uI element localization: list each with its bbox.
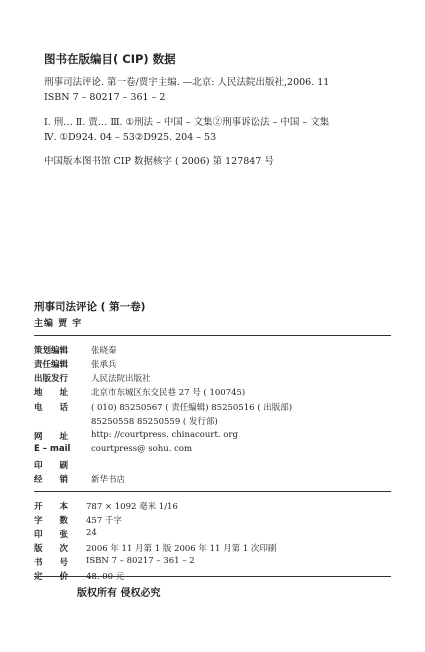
spec-value: ISBN 7 – 80217 – 361 – 2 [86, 556, 195, 566]
info-label: 出版发行 [34, 374, 69, 384]
spec-label: 字 数 [34, 516, 69, 526]
info-value: 85250558 85250559 ( 发行部) [91, 417, 218, 427]
spec-label: 印 张 [34, 530, 69, 540]
info-value: 张承兵 [91, 360, 117, 370]
divider-bottom [34, 576, 391, 577]
spec-label: 开 本 [34, 502, 69, 512]
cip-line-3: Ⅰ. 刑… Ⅱ. 贾… Ⅲ. ①刑法 – 中国 – 文集②刑事诉讼法 – 中国 – 文集 [44, 117, 330, 128]
info-label: 网 址 [34, 432, 69, 442]
info-value: 张晓秦 [91, 346, 117, 356]
info-label: 印 刷 [34, 461, 69, 471]
info-value: ( 010) 85250567 ( 责任编辑) 85250516 ( 出版部) [91, 403, 293, 413]
info-label: 责任编辑 [34, 360, 69, 370]
info-label: E – mail [34, 444, 71, 454]
info-value: 人民法院出版社 [91, 374, 151, 384]
info-label: 地 址 [34, 388, 69, 398]
spec-value: 787 × 1092 毫米 1/16 [86, 502, 178, 512]
divider-top [34, 335, 391, 336]
email-link[interactable]: courtpress@ sohu. com [91, 444, 193, 454]
cip-line-2: ISBN 7 – 80217 – 361 – 2 [44, 92, 166, 103]
book-author: 主编 贾 宇 [34, 319, 83, 329]
divider-middle [34, 491, 391, 492]
info-value: 北京市东城区东交民巷 27 号 ( 100745) [91, 388, 246, 398]
spec-label: 书 号 [34, 558, 69, 568]
info-label: 电 话 [34, 403, 69, 413]
info-label: 策划编辑 [34, 346, 69, 356]
book-title: 刑事司法评论 ( 第一卷) [34, 301, 146, 313]
info-label: 经 销 [34, 475, 69, 485]
cip-line-1: 刑事司法评论. 第一卷/贾宇主编. —北京: 人民法院出版社,2006. 11 [44, 77, 330, 88]
cip-line-5: 中国版本图书馆 CIP 数据核字 ( 2006) 第 127847 号 [44, 156, 274, 167]
copyright-notice: 版权所有 侵权必究 [77, 588, 161, 599]
spec-value: 2006 年 11 月第 1 版 2006 年 11 月第 1 次印刷 [86, 544, 277, 554]
spec-value: 457 千字 [86, 516, 122, 526]
cip-line-4: Ⅳ. ①D924. 04 – 53②D925. 204 – 53 [44, 132, 217, 143]
cip-heading: 图书在版编目( CIP) 数据 [44, 52, 176, 66]
spec-value: 48. 00 元 [86, 572, 125, 582]
website-link[interactable]: http: //courtpress. chinacourt. org [91, 430, 238, 440]
spec-label: 版 次 [34, 544, 69, 554]
spec-value: 24 [86, 528, 97, 538]
spec-label: 定 价 [34, 572, 69, 582]
info-value: 新华书店 [91, 475, 126, 485]
